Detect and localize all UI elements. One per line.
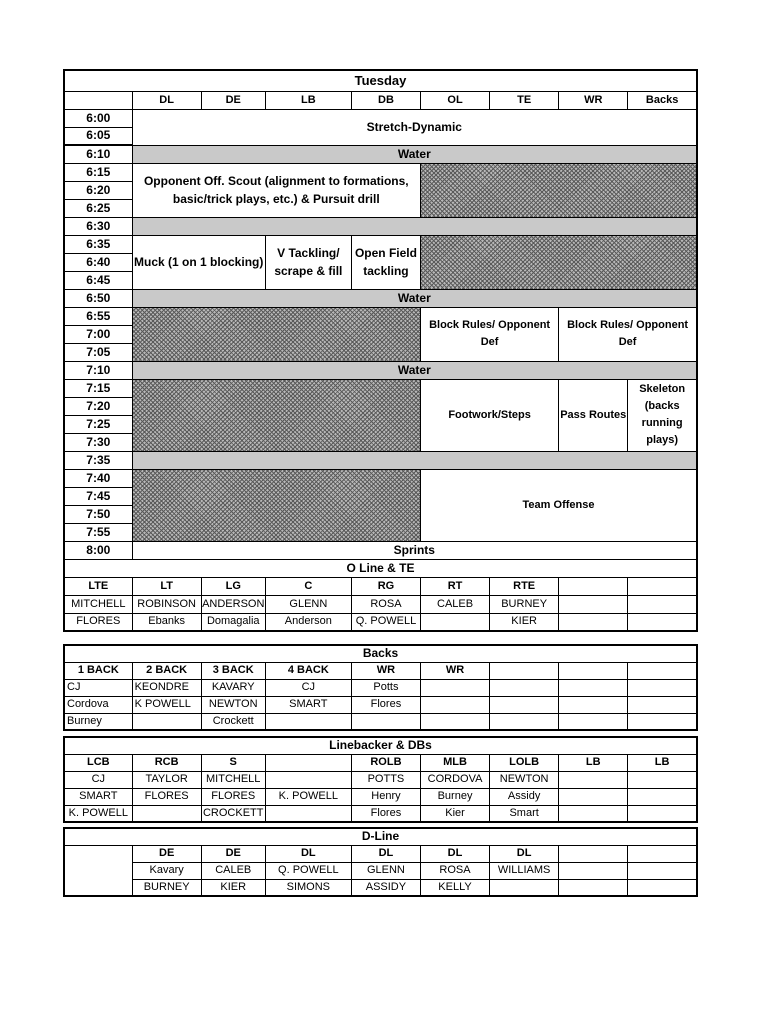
backs-header: 3 BACK [201,662,265,679]
dline-title: D-Line [64,828,697,845]
roster-cell: SIMONS [265,879,351,896]
hatched-cell [132,307,420,361]
position-header: WR [559,91,628,109]
block-rules-ol: Block Rules/ Opponent Def [421,307,559,361]
roster-cell [628,713,697,730]
roster-cell: KELLY [420,879,489,896]
roster-cell: KEONDRE [132,679,201,696]
skeleton-block: Skeleton (backs running plays) [628,379,697,451]
roster-cell: Crockett [201,713,265,730]
lbdb-header [265,754,351,771]
block-rules-wr: Block Rules/ Opponent Def [559,307,697,361]
lbdb-header: LCB [64,754,132,771]
time-slot: 6:10 [64,145,132,163]
dline-header: DL [265,845,351,862]
roster-cell: GLENN [265,595,351,613]
lbdb-header: S [201,754,265,771]
water-break: Water [132,145,697,163]
roster-cell [490,696,559,713]
roster-cell: CJ [64,679,132,696]
roster-cell: Q. POWELL [351,613,420,631]
hatched-cell [132,379,420,451]
roster-cell [420,696,489,713]
time-slot: 6:55 [64,307,132,325]
lbdb-table [63,736,698,823]
table-row [64,879,697,896]
backs-header: WR [420,662,489,679]
table-row [64,613,697,631]
roster-cell: K. POWELL [64,805,132,822]
dline-header: DE [201,845,265,862]
backs-header [628,662,697,679]
roster-cell [628,696,697,713]
table-row [64,696,697,713]
roster-cell: TAYLOR [132,771,201,788]
lbdb-header: RCB [132,754,201,771]
dline-header: DL [490,845,559,862]
time-slot: 6:20 [64,181,132,199]
backs-header [490,662,559,679]
roster-cell: NEWTON [201,696,265,713]
backs-header: 2 BACK [132,662,201,679]
backs-header: 4 BACK [265,662,351,679]
roster-cell [490,679,559,696]
muck-block: Muck (1 on 1 blocking) [132,235,265,289]
table-row [64,805,697,822]
time-slot: 6:45 [64,271,132,289]
time-slot: 6:40 [64,253,132,271]
water-break: Water [132,289,697,307]
time-slot: 7:45 [64,487,132,505]
lbdb-header: ROLB [351,754,420,771]
position-header: LB [265,91,351,109]
roster-cell [420,713,489,730]
roster-cell: SMART [265,696,351,713]
roster-cell: K POWELL [132,696,201,713]
table-row [64,771,697,788]
roster-cell: NEWTON [490,771,559,788]
roster-cell [351,713,420,730]
oline-header: RTE [490,577,559,595]
oline-header: LTE [64,577,132,595]
time-slot: 7:40 [64,469,132,487]
oline-header: LT [132,577,201,595]
roster-cell: Burney [420,788,489,805]
roster-cell: CJ [265,679,351,696]
time-slot: 6:50 [64,289,132,307]
roster-cell: ROSA [420,862,489,879]
time-slot: 7:25 [64,415,132,433]
roster-cell: ANDERSON [201,595,265,613]
table-row [64,862,697,879]
roster-cell [559,879,628,896]
roster-cell: POTTS [351,771,420,788]
time-slot: 7:55 [64,523,132,541]
dline-table [63,827,698,897]
roster-cell: Potts [351,679,420,696]
time-slot: 7:15 [64,379,132,397]
roster-cell: CALEB [201,862,265,879]
roster-cell: Domagalia [201,613,265,631]
schedule-table [63,69,698,632]
roster-cell: BURNEY [132,879,201,896]
lbdb-header: LB [559,754,628,771]
roster-cell: CJ [64,771,132,788]
roster-cell [628,679,697,696]
roster-cell [420,679,489,696]
sprints-block: Sprints [132,541,697,559]
roster-cell: WILLIAMS [490,862,559,879]
time-slot: 7:05 [64,343,132,361]
time-slot: 8:00 [64,541,132,559]
time-slot: 6:15 [64,163,132,181]
table-row [64,788,697,805]
roster-cell: Burney [64,713,132,730]
roster-cell [628,788,697,805]
roster-cell [265,805,351,822]
dline-header: DE [132,845,201,862]
roster-cell: Smart [490,805,559,822]
position-header: DL [132,91,201,109]
roster-cell: ROSA [351,595,420,613]
roster-cell: CALEB [421,595,490,613]
dline-header: DL [351,845,420,862]
time-slot: 7:00 [64,325,132,343]
roster-cell [559,771,628,788]
roster-cell [628,879,697,896]
roster-cell [265,771,351,788]
roster-cell: FLORES [201,788,265,805]
roster-cell: K. POWELL [265,788,351,805]
backs-header: WR [351,662,420,679]
roster-cell [628,595,697,613]
position-header: Backs [628,91,697,109]
roster-cell: MITCHELL [201,771,265,788]
roster-cell [265,713,351,730]
roster-cell: Q. POWELL [265,862,351,879]
oline-header: LG [201,577,265,595]
roster-cell [559,788,628,805]
backs-header: 1 BACK [64,662,132,679]
roster-cell [421,613,490,631]
table-row [64,595,697,613]
time-slot: 6:05 [64,127,132,145]
oline-title: O Line & TE [64,559,697,577]
backs-table [63,644,698,731]
roster-cell [490,879,559,896]
open-field-block: Open Field tackling [351,235,420,289]
footwork-block: Footwork/Steps [421,379,559,451]
roster-cell: MITCHELL [64,595,132,613]
lbdb-title: Linebacker & DBs [64,737,697,754]
lbdb-header: LB [628,754,697,771]
roster-cell [559,595,628,613]
table-row [64,713,697,730]
position-header: OL [421,91,490,109]
roster-cell [132,805,201,822]
roster-cell: GLENN [351,862,420,879]
roster-cell: CROCKETT [201,805,265,822]
time-slot: 7:20 [64,397,132,415]
position-header: TE [490,91,559,109]
roster-cell [628,805,697,822]
time-slot: 7:35 [64,451,132,469]
time-slot: 6:35 [64,235,132,253]
roster-cell [132,713,201,730]
oline-header [559,577,628,595]
roster-cell [559,613,628,631]
hatched-cell [421,235,698,289]
dline-header [559,845,628,862]
roster-cell: Anderson [265,613,351,631]
time-slot: 6:25 [64,199,132,217]
time-header [64,91,132,109]
scout-block: Opponent Off. Scout (alignment to formations, basic/trick plays, etc.) & Pursuit drill [132,163,420,217]
hatched-cell [421,163,698,217]
gray-divider [132,451,697,469]
position-header: DB [351,91,420,109]
time-slot: 6:30 [64,217,132,235]
team-offense-block: Team Offense [421,469,698,541]
roster-cell [559,862,628,879]
roster-cell: KAVARY [201,679,265,696]
roster-cell: ROBINSON [132,595,201,613]
dline-header [628,845,697,862]
time-slot: 7:10 [64,361,132,379]
roster-cell: Assidy [490,788,559,805]
roster-cell: BURNEY [490,595,559,613]
backs-header [559,662,628,679]
v-tackling-block: V Tackling/ scrape & fill [265,235,351,289]
pass-routes-block: Pass Routes [559,379,628,451]
water-break: Water [132,361,697,379]
lbdb-header: MLB [420,754,489,771]
roster-cell [628,613,697,631]
roster-cell: Ebanks [132,613,201,631]
roster-cell: Kier [420,805,489,822]
roster-cell [628,771,697,788]
roster-cell [628,862,697,879]
roster-cell: KIER [201,879,265,896]
oline-header: RT [421,577,490,595]
oline-header: C [265,577,351,595]
roster-cell [559,713,628,730]
time-slot: 7:30 [64,433,132,451]
roster-cell: Flores [351,696,420,713]
dline-header [64,845,132,896]
oline-header: RG [351,577,420,595]
roster-cell: ASSIDY [351,879,420,896]
roster-cell [490,713,559,730]
lbdb-header: LOLB [490,754,559,771]
hatched-cell [132,469,420,541]
position-header: DE [201,91,265,109]
roster-cell [559,696,628,713]
time-slot: 6:00 [64,109,132,127]
table-row [64,679,697,696]
roster-cell: Flores [351,805,420,822]
oline-header [628,577,697,595]
roster-cell: Cordova [64,696,132,713]
roster-cell: FLORES [132,788,201,805]
gray-divider [132,217,697,235]
roster-cell: Henry [351,788,420,805]
time-slot: 7:50 [64,505,132,523]
roster-cell: SMART [64,788,132,805]
roster-cell [559,679,628,696]
stretch-block: Stretch-Dynamic [132,109,697,145]
roster-cell: KIER [490,613,559,631]
dline-header: DL [420,845,489,862]
roster-cell [559,805,628,822]
schedule-title: Tuesday [64,70,697,91]
backs-title: Backs [64,645,697,662]
roster-cell: Kavary [132,862,201,879]
roster-cell: CORDOVA [420,771,489,788]
roster-cell: FLORES [64,613,132,631]
